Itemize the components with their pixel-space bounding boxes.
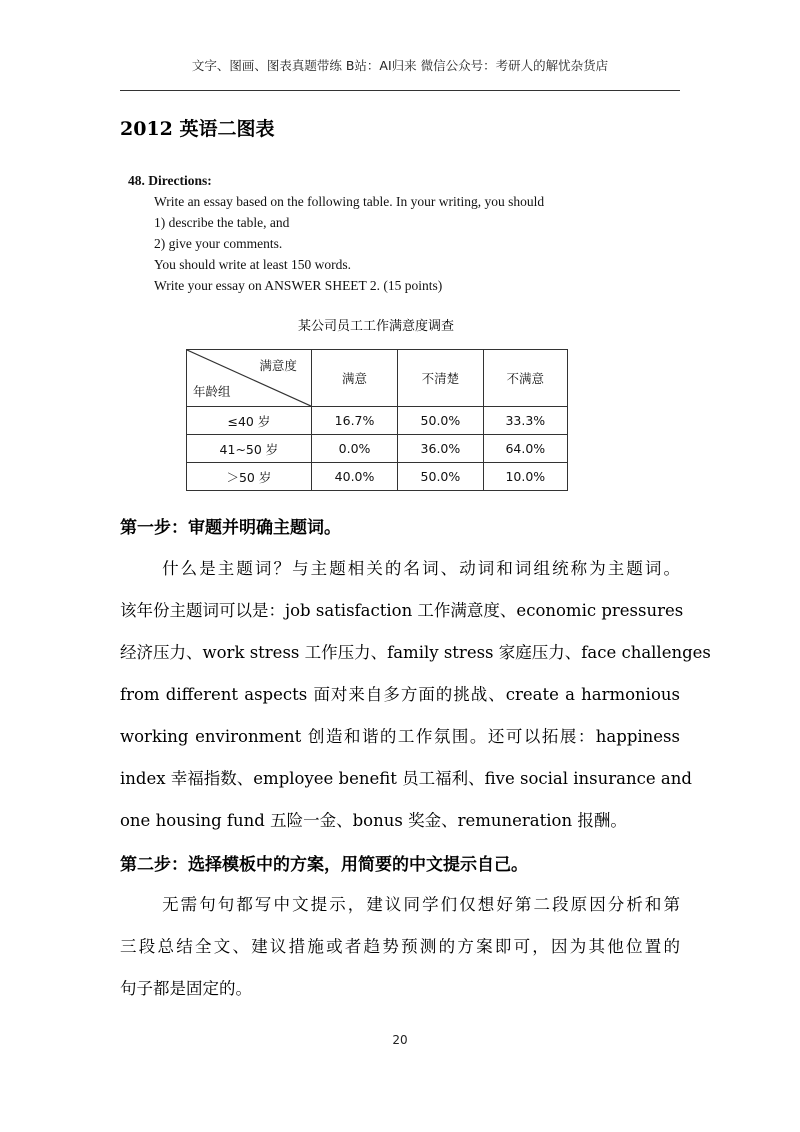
table-cell: 36.0% (398, 435, 483, 463)
corner-column-label: 满意度 (259, 358, 297, 373)
step-two-heading: 第二步：选择模板中的方案，用简要的中文提示自己。 (120, 855, 528, 875)
paragraph-line: 经济压力、work stress 工作压力、family stress 家庭压力、face challenges (120, 643, 711, 662)
table-corner-cell (187, 350, 312, 407)
directions-line: Write your essay on ANSWER SHEET 2. (15 points) (154, 278, 443, 293)
paragraph-line: index 幸福指数、employee benefit 员工福利、five social insurance and (120, 769, 692, 788)
directions-line: You should write at least 150 words. (154, 257, 351, 272)
row-label: ＞50 岁 (187, 463, 312, 491)
document-title: 2012 英语二图表 (120, 118, 275, 140)
paragraph-line: 该年份主题词可以是：job satisfaction 工作满意度、economic pressures (120, 601, 684, 620)
directions-block (128, 170, 544, 296)
page-number: 20 (392, 1033, 408, 1047)
column-header: 不清楚 (398, 350, 483, 407)
step-one-paragraph (120, 548, 711, 842)
table-cell: 0.0% (311, 435, 397, 463)
table-cell: 50.0% (398, 407, 483, 435)
table-cell: 50.0% (398, 463, 483, 491)
paragraph-line: from different aspects 面对来自多方面的挑战、create a harmonious (120, 685, 680, 704)
table-cell: 40.0% (311, 463, 397, 491)
row-label: 41~50 岁 (187, 435, 312, 463)
step-one-heading: 第一步：审题并明确主题词。 (120, 518, 341, 538)
header-rule (120, 90, 680, 91)
directions-line: 2) give your comments. (154, 236, 283, 251)
paragraph-line: working environment 创造和谐的工作氛围。还可以拓展：happiness (120, 727, 680, 746)
directions-heading: 48. Directions: (128, 173, 212, 188)
satisfaction-table (186, 349, 568, 491)
corner-row-label: 年龄组 (193, 384, 231, 399)
paragraph-line: 无需句句都写中文提示，建议同学们仅想好第二段原因分析和第 (160, 895, 680, 914)
table-row (187, 463, 568, 491)
table-caption: 某公司员工工作满意度调查 (297, 319, 454, 334)
directions-line: Write an essay based on the following table. In your writing, you should (154, 194, 545, 209)
table-cell: 33.3% (483, 407, 567, 435)
table-row (187, 435, 568, 463)
table-cell: 64.0% (483, 435, 567, 463)
page-header: 文字、图画、图表真题带练 B站：AI归来 微信公众号：考研人的解忧杂货店 (191, 58, 609, 73)
step-two-paragraph (120, 884, 680, 1010)
paragraph-line: 三段总结全文、建议措施或者趋势预测的方案即可，因为其他位置的 (120, 937, 680, 956)
paragraph-line: 句子都是固定的。 (120, 979, 252, 998)
column-header: 不满意 (483, 350, 567, 407)
row-label: ≤40 岁 (187, 407, 312, 435)
paragraph-line: 什么是主题词？与主题相关的名词、动词和词组统称为主题词。 (160, 559, 680, 578)
table-row (187, 407, 568, 435)
paragraph-line: one housing fund 五险一金、bonus 奖金、remuneration 报酬。 (120, 811, 627, 830)
column-header: 满意 (311, 350, 397, 407)
table-cell: 16.7% (311, 407, 397, 435)
directions-line: 1) describe the table, and (154, 215, 290, 230)
table-header-row (187, 350, 568, 407)
table-cell: 10.0% (483, 463, 567, 491)
